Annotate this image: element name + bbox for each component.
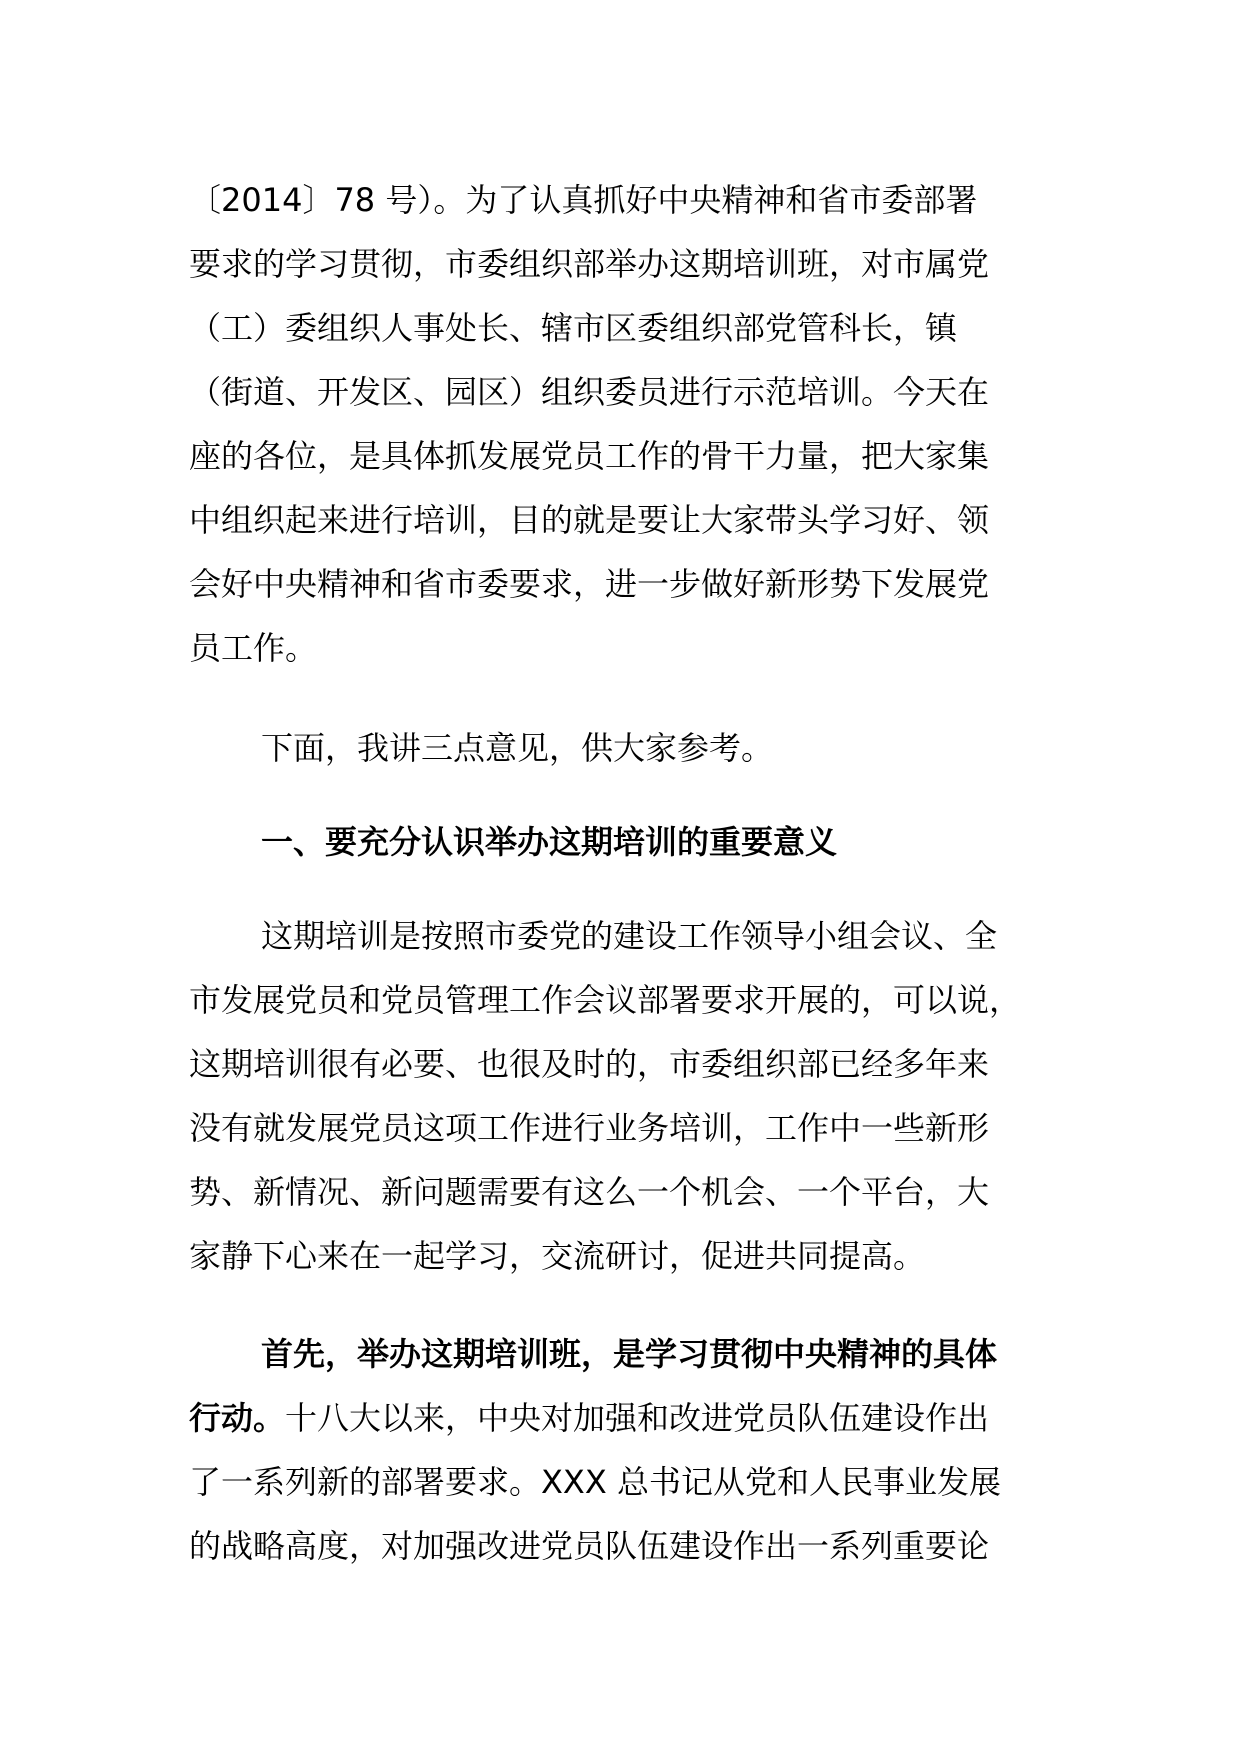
paragraph-line-bold: 首先，举办这期培训班，是学习贯彻中央精神的具体 bbox=[261, 1335, 998, 1373]
heading-text: 一、要充分认识举办这期培训的重要意义 bbox=[261, 823, 838, 861]
paragraph-line: 没有就发展党员这项工作进行业务培训，工作中一些新形 bbox=[189, 1109, 990, 1147]
paragraph-4 bbox=[189, 1322, 1051, 1578]
paragraph-line: 了一系列新的部署要求。XXX 总书记从党和人民事业发展 bbox=[189, 1463, 1001, 1501]
paragraph-line: 员工作。 bbox=[189, 629, 318, 667]
paragraph-line: 势、新情况、新问题需要有这么一个机会、一个平台，大 bbox=[189, 1173, 990, 1211]
paragraph-line: 下面，我讲三点意见，供大家参考。 bbox=[261, 729, 774, 767]
paragraph-3 bbox=[189, 904, 1051, 1288]
paragraph-2 bbox=[189, 716, 1051, 780]
paragraph-line: 家静下心来在一起学习，交流研讨，促进共同提高。 bbox=[189, 1237, 926, 1275]
paragraph-line: 市发展党员和党员管理工作会议部署要求开展的，可以说， bbox=[189, 981, 1022, 1019]
paragraph-line: 要求的学习贯彻，市委组织部举办这期培训班，对市属党 bbox=[189, 245, 990, 283]
normal-run: 十八大以来，中央对加强和改进党员队伍建设作出 bbox=[285, 1399, 990, 1437]
paragraph-line: 这期培训很有必要、也很及时的，市委组织部已经多年来 bbox=[189, 1045, 990, 1083]
paragraph-line: 中组织起来进行培训，目的就是要让大家带头学习好、领 bbox=[189, 501, 990, 539]
paragraph-line: （工）委组织人事处长、辖市区委组织部党管科长，镇 bbox=[189, 309, 958, 347]
paragraph-line: （街道、开发区、园区）组织委员进行示范培训。今天在 bbox=[189, 373, 990, 411]
paragraph-line: 〔2014〕78 号）。为了认真抓好中央精神和省市委部署 bbox=[189, 181, 978, 219]
bold-run: 行动。 bbox=[189, 1399, 286, 1437]
paragraph-1 bbox=[189, 168, 1051, 680]
paragraph-line: 的战略高度，对加强改进党员队伍建设作出一系列重要论 bbox=[189, 1527, 990, 1565]
paragraph-line: 这期培训是按照市委党的建设工作领导小组会议、全 bbox=[261, 917, 998, 955]
paragraph-line bbox=[189, 1386, 1051, 1450]
paragraph-line: 会好中央精神和省市委要求，进一步做好新形势下发展党 bbox=[189, 565, 990, 603]
section-heading bbox=[189, 810, 1051, 874]
paragraph-line: 座的各位，是具体抓发展党员工作的骨干力量，把大家集 bbox=[189, 437, 990, 475]
